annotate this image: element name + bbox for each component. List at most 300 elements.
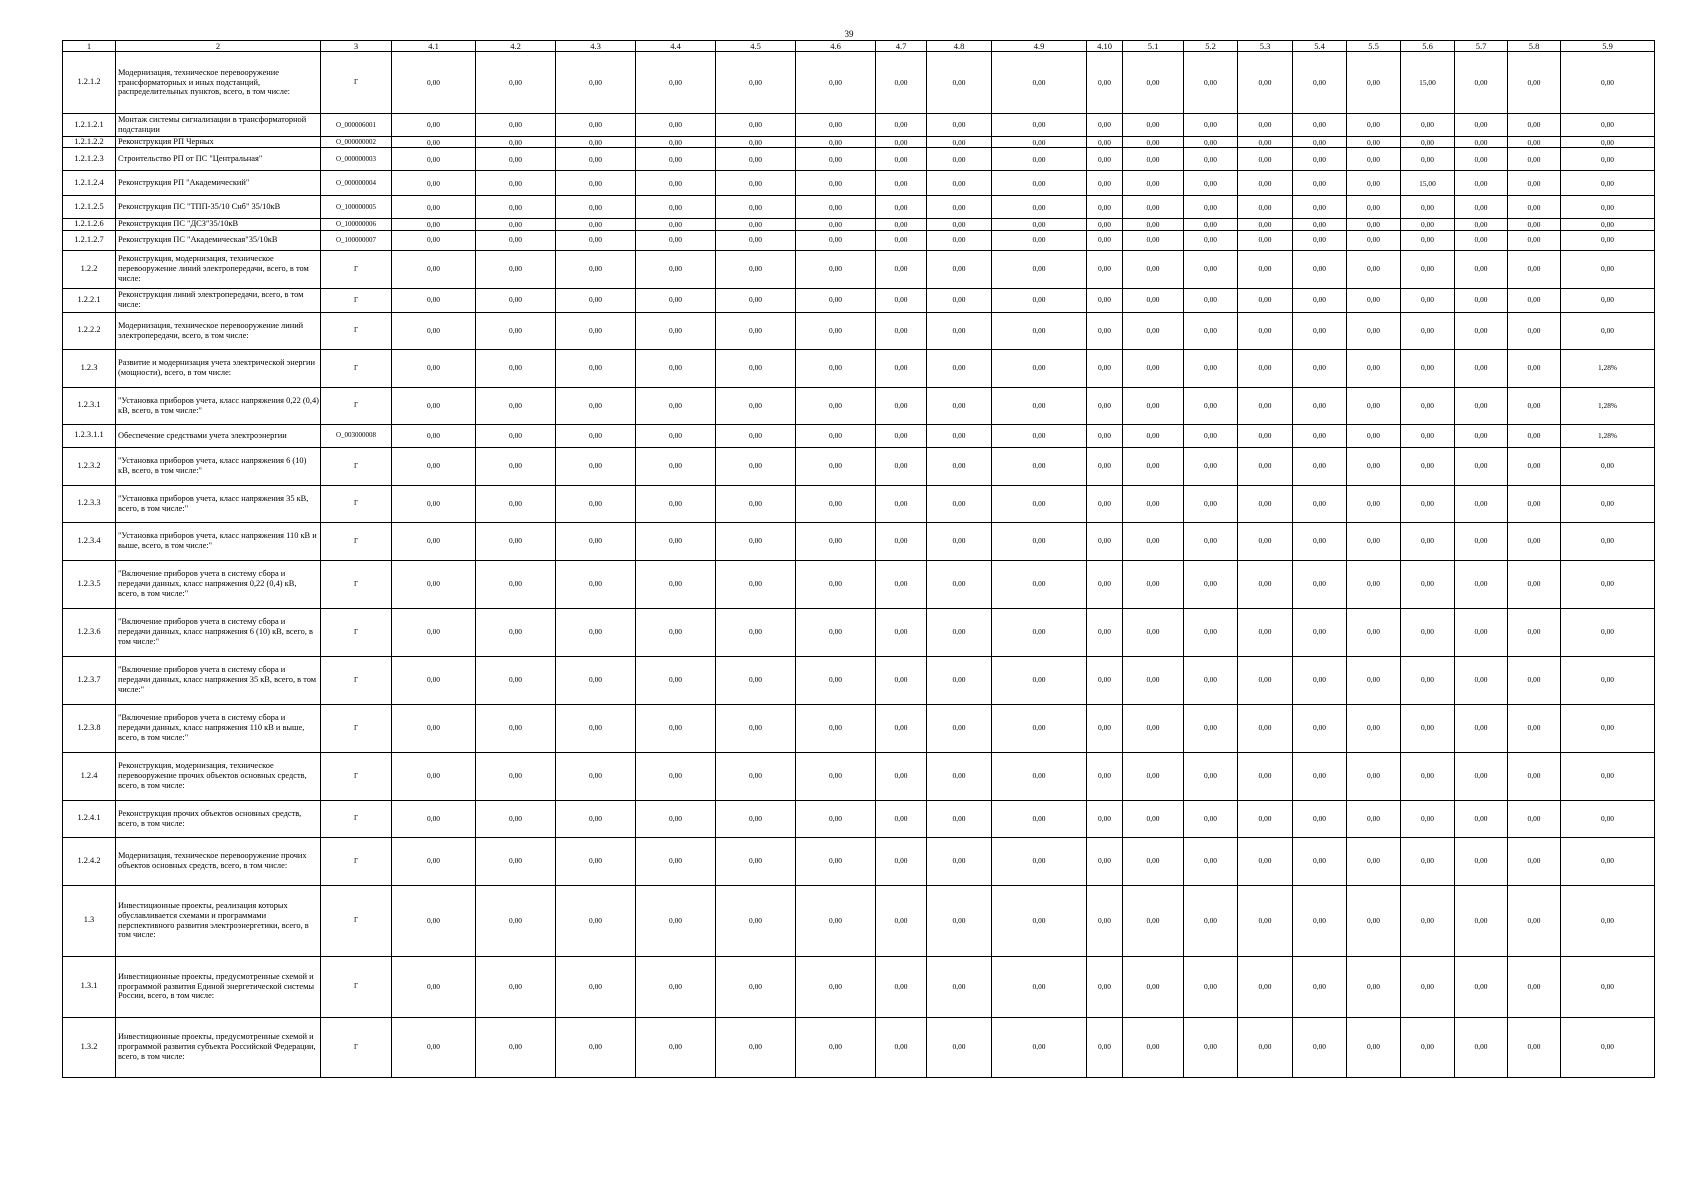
- value-cell: 0,00: [927, 885, 992, 956]
- value-cell: 0,00: [1455, 137, 1508, 148]
- value-cell: 0,00: [636, 288, 716, 312]
- value-cell: 0,00: [636, 387, 716, 424]
- value-cell: 0,00: [1184, 424, 1238, 447]
- value-cell: 0,00: [476, 219, 556, 230]
- row-number: 1.2.3: [63, 349, 116, 387]
- value-cell: 0,00: [876, 447, 927, 485]
- value-cell: 0,00: [716, 196, 796, 219]
- value-cell: 0,00: [392, 250, 476, 288]
- value-cell: 0,00: [1293, 219, 1347, 230]
- column-header: 4.9: [992, 41, 1087, 52]
- row-code: Г: [321, 52, 392, 114]
- value-cell: 0,00: [1508, 148, 1561, 171]
- value-cell: 0,00: [716, 656, 796, 704]
- value-cell: 0,00: [1401, 196, 1455, 219]
- value-cell: 0,00: [392, 800, 476, 837]
- value-cell: 0,00: [1508, 387, 1561, 424]
- value-cell: 0,00: [1238, 288, 1293, 312]
- value-cell: 0,00: [992, 288, 1087, 312]
- value-cell: 0,00: [796, 752, 876, 800]
- value-cell: 0,00: [1455, 288, 1508, 312]
- value-cell: 0,00: [636, 800, 716, 837]
- value-cell: 0,00: [1238, 424, 1293, 447]
- value-cell: 0,00: [1561, 522, 1655, 560]
- row-name: Реконструкция ПС "ТПП-35/10 Снб" 35/10кВ: [116, 196, 321, 219]
- value-cell: 0,00: [1561, 250, 1655, 288]
- row-code: Г: [321, 800, 392, 837]
- value-cell: 0,00: [992, 752, 1087, 800]
- value-cell: 0,00: [1347, 752, 1401, 800]
- value-cell: 0,00: [556, 885, 636, 956]
- value-cell: 0,00: [556, 560, 636, 608]
- value-cell: 0,00: [1455, 148, 1508, 171]
- row-code: Г: [321, 956, 392, 1017]
- value-cell: 0,00: [556, 230, 636, 250]
- value-cell: 0,00: [992, 219, 1087, 230]
- value-cell: 0,00: [1293, 522, 1347, 560]
- value-cell: 0,00: [1087, 114, 1123, 137]
- value-cell: 0,00: [1184, 219, 1238, 230]
- value-cell: 0,00: [716, 230, 796, 250]
- value-cell: 0,00: [476, 137, 556, 148]
- value-cell: 0,00: [1238, 387, 1293, 424]
- value-cell: 0,00: [1087, 1017, 1123, 1077]
- value-cell: 0,00: [1123, 148, 1184, 171]
- value-cell: 0,00: [392, 447, 476, 485]
- value-cell: 0,00: [796, 219, 876, 230]
- table-row: [63, 148, 1655, 171]
- value-cell: 0,00: [1123, 485, 1184, 522]
- value-cell: 0,00: [1123, 800, 1184, 837]
- value-cell: 0,00: [1508, 349, 1561, 387]
- value-cell: 0,00: [1087, 956, 1123, 1017]
- value-cell: 0,00: [556, 387, 636, 424]
- value-cell: 0,00: [1123, 560, 1184, 608]
- value-cell: 0,00: [556, 288, 636, 312]
- value-cell: 0,00: [1561, 608, 1655, 656]
- column-header: 3: [321, 41, 392, 52]
- row-number: 1.2.1.2.5: [63, 196, 116, 219]
- value-cell: 0,00: [636, 424, 716, 447]
- value-cell: 0,00: [1184, 250, 1238, 288]
- value-cell: 0,00: [927, 196, 992, 219]
- value-cell: 0,00: [1123, 52, 1184, 114]
- column-header: 5.6: [1401, 41, 1455, 52]
- value-cell: 0,00: [1293, 560, 1347, 608]
- row-code: O_100000007: [321, 230, 392, 250]
- value-cell: 0,00: [1347, 230, 1401, 250]
- row-code: Г: [321, 312, 392, 349]
- value-cell: 0,00: [796, 704, 876, 752]
- value-cell: 0,00: [1401, 219, 1455, 230]
- value-cell: 0,00: [716, 387, 796, 424]
- value-cell: 0,00: [1238, 885, 1293, 956]
- value-cell: 0,00: [876, 704, 927, 752]
- value-cell: 0,00: [1561, 447, 1655, 485]
- value-cell: 0,00: [796, 52, 876, 114]
- value-cell: 0,00: [876, 956, 927, 1017]
- value-cell: 0,00: [1293, 171, 1347, 196]
- value-cell: 0,00: [476, 837, 556, 885]
- row-number: 1.2.2: [63, 250, 116, 288]
- row-code: Г: [321, 250, 392, 288]
- value-cell: 0,00: [1238, 230, 1293, 250]
- value-cell: 0,00: [876, 312, 927, 349]
- value-cell: 0,00: [556, 1017, 636, 1077]
- value-cell: 0,00: [1087, 560, 1123, 608]
- value-cell: 0,00: [1087, 219, 1123, 230]
- value-cell: 0,00: [1401, 656, 1455, 704]
- value-cell: 0,00: [992, 171, 1087, 196]
- value-cell: 0,00: [992, 485, 1087, 522]
- value-cell: 0,00: [1401, 250, 1455, 288]
- value-cell: 0,00: [1293, 485, 1347, 522]
- value-cell: 0,00: [636, 349, 716, 387]
- value-cell: 0,00: [556, 312, 636, 349]
- value-cell: 0,00: [796, 956, 876, 1017]
- row-name: Монтаж системы сигнализации в трансформаторной подстанции: [116, 114, 321, 137]
- column-header: 5.3: [1238, 41, 1293, 52]
- row-name: "Включение приборов учета в систему сбора и передачи данных, класс напряжения 110 кВ и выше, всего, в том числе:": [116, 704, 321, 752]
- row-number: 1.2.4: [63, 752, 116, 800]
- value-cell: 0,00: [392, 656, 476, 704]
- value-cell: 0,00: [716, 704, 796, 752]
- row-number: 1.2.1.2.1: [63, 114, 116, 137]
- value-cell: 0,00: [636, 114, 716, 137]
- value-cell: 0,00: [1347, 196, 1401, 219]
- value-cell: 0,00: [716, 522, 796, 560]
- value-cell: 0,00: [1238, 608, 1293, 656]
- value-cell: 0,00: [1123, 1017, 1184, 1077]
- table-row: [63, 485, 1655, 522]
- value-cell: 0,00: [1455, 800, 1508, 837]
- value-cell: 0,00: [1347, 250, 1401, 288]
- value-cell: 0,00: [1184, 230, 1238, 250]
- value-cell: 0,00: [1238, 137, 1293, 148]
- value-cell: 0,00: [1238, 752, 1293, 800]
- value-cell: 0,00: [1184, 608, 1238, 656]
- value-cell: 0,00: [1293, 312, 1347, 349]
- value-cell: 0,00: [556, 704, 636, 752]
- value-cell: 0,00: [992, 349, 1087, 387]
- value-cell: 0,00: [1184, 1017, 1238, 1077]
- value-cell: 0,00: [636, 885, 716, 956]
- value-cell: 0,00: [796, 656, 876, 704]
- value-cell: 0,00: [1123, 171, 1184, 196]
- table-row: [63, 349, 1655, 387]
- value-cell: 0,00: [1087, 148, 1123, 171]
- value-cell: 0,00: [476, 656, 556, 704]
- value-cell: 0,00: [927, 148, 992, 171]
- value-cell: 0,00: [1123, 387, 1184, 424]
- row-code: O_100000006: [321, 219, 392, 230]
- value-cell: 0,00: [1087, 288, 1123, 312]
- value-cell: 0,00: [927, 608, 992, 656]
- value-cell: 0,00: [992, 447, 1087, 485]
- value-cell: 0,00: [796, 196, 876, 219]
- value-cell: 0,00: [1238, 656, 1293, 704]
- value-cell: 0,00: [392, 387, 476, 424]
- value-cell: 0,00: [1401, 704, 1455, 752]
- value-cell: 0,00: [796, 114, 876, 137]
- value-cell: 0,00: [1347, 800, 1401, 837]
- row-code: Г: [321, 522, 392, 560]
- row-number: 1.3.1: [63, 956, 116, 1017]
- value-cell: 0,00: [1455, 387, 1508, 424]
- row-name: Инвестиционные проекты, предусмотренные схемой и программой развития Единой энергетической системы России, всего, в том числе:: [116, 956, 321, 1017]
- column-header: 4.6: [796, 41, 876, 52]
- value-cell: 0,00: [1455, 196, 1508, 219]
- table-row: [63, 560, 1655, 608]
- value-cell: 0,00: [927, 447, 992, 485]
- value-cell: 0,00: [1184, 885, 1238, 956]
- value-cell: 0,00: [1184, 485, 1238, 522]
- value-cell: 0,00: [1123, 447, 1184, 485]
- value-cell: 0,00: [1561, 885, 1655, 956]
- value-cell: 0,00: [1238, 485, 1293, 522]
- table-row: [63, 230, 1655, 250]
- value-cell: 0,00: [1508, 312, 1561, 349]
- value-cell: 0,00: [1401, 837, 1455, 885]
- value-cell: 0,00: [876, 837, 927, 885]
- value-cell: 0,00: [556, 956, 636, 1017]
- value-cell: 0,00: [716, 219, 796, 230]
- value-cell: 0,00: [476, 52, 556, 114]
- value-cell: 0,00: [1238, 312, 1293, 349]
- value-cell: 0,00: [992, 230, 1087, 250]
- row-code: Г: [321, 752, 392, 800]
- value-cell: 0,00: [716, 424, 796, 447]
- value-cell: 0,00: [1401, 114, 1455, 137]
- value-cell: 0,00: [716, 114, 796, 137]
- value-cell: 0,00: [876, 485, 927, 522]
- value-cell: 0,00: [876, 608, 927, 656]
- table-row: [63, 288, 1655, 312]
- value-cell: 0,00: [992, 522, 1087, 560]
- value-cell: 0,00: [876, 1017, 927, 1077]
- value-cell: 0,00: [1293, 656, 1347, 704]
- value-cell: 0,00: [1293, 288, 1347, 312]
- value-cell: 0,00: [636, 522, 716, 560]
- value-cell: 0,00: [992, 837, 1087, 885]
- value-cell: 0,00: [1184, 387, 1238, 424]
- column-header: 5.5: [1347, 41, 1401, 52]
- value-cell: 0,00: [992, 560, 1087, 608]
- value-cell: 0,00: [1184, 196, 1238, 219]
- row-code: O_003000008: [321, 424, 392, 447]
- value-cell: 0,00: [876, 230, 927, 250]
- value-cell: 0,00: [1561, 219, 1655, 230]
- value-cell: 0,00: [1455, 752, 1508, 800]
- value-cell: 0,00: [716, 752, 796, 800]
- value-cell: 0,00: [927, 522, 992, 560]
- row-code: Г: [321, 447, 392, 485]
- value-cell: 0,00: [1238, 171, 1293, 196]
- value-cell: 0,00: [1508, 1017, 1561, 1077]
- value-cell: 0,00: [1561, 288, 1655, 312]
- table-row: [63, 447, 1655, 485]
- row-number: 1.2.1.2.2: [63, 137, 116, 148]
- value-cell: 0,00: [1123, 752, 1184, 800]
- value-cell: 0,00: [992, 196, 1087, 219]
- value-cell: 0,00: [716, 447, 796, 485]
- row-name: "Установка приборов учета, класс напряжения 6 (10) кВ, всего, в том числе:": [116, 447, 321, 485]
- value-cell: 0,00: [927, 312, 992, 349]
- column-header: 4.4: [636, 41, 716, 52]
- value-cell: 0,00: [716, 485, 796, 522]
- value-cell: 0,00: [992, 114, 1087, 137]
- value-cell: 0,00: [716, 250, 796, 288]
- value-cell: 0,00: [556, 522, 636, 560]
- value-cell: 0,00: [796, 837, 876, 885]
- value-cell: 0,00: [392, 1017, 476, 1077]
- value-cell: 0,00: [1508, 288, 1561, 312]
- value-cell: 0,00: [876, 196, 927, 219]
- value-cell: 0,00: [1455, 447, 1508, 485]
- value-cell: 0,00: [876, 522, 927, 560]
- value-cell: 15,00: [1401, 171, 1455, 196]
- row-number: 1.2.3.5: [63, 560, 116, 608]
- value-cell: 0,00: [636, 312, 716, 349]
- value-cell: 0,00: [876, 885, 927, 956]
- value-cell: 0,00: [796, 312, 876, 349]
- value-cell: 0,00: [992, 656, 1087, 704]
- table-row: [63, 196, 1655, 219]
- value-cell: 0,00: [992, 387, 1087, 424]
- value-cell: 0,00: [392, 148, 476, 171]
- value-cell: 0,00: [1293, 704, 1347, 752]
- value-cell: 0,00: [392, 137, 476, 148]
- row-number: 1.2.1.2.6: [63, 219, 116, 230]
- value-cell: 0,00: [927, 137, 992, 148]
- row-name: Реконструкция, модернизация, техническое перевооружение линий электропередачи, всего, в том числе:: [116, 250, 321, 288]
- value-cell: 0,00: [796, 522, 876, 560]
- value-cell: 0,00: [1238, 704, 1293, 752]
- value-cell: 0,00: [636, 752, 716, 800]
- value-cell: 0,00: [1184, 171, 1238, 196]
- value-cell: 0,00: [1087, 250, 1123, 288]
- row-name: Реконструкция ПС "ДСЗ"35/10кВ: [116, 219, 321, 230]
- value-cell: 0,00: [1184, 656, 1238, 704]
- value-cell: 0,00: [1508, 230, 1561, 250]
- table-row: [63, 752, 1655, 800]
- value-cell: 0,00: [1184, 704, 1238, 752]
- row-name: "Включение приборов учета в систему сбора и передачи данных, класс напряжения 35 кВ, всего, в том числе:": [116, 656, 321, 704]
- page-number: 39: [844, 29, 854, 39]
- value-cell: 0,00: [392, 52, 476, 114]
- value-cell: 0,00: [636, 230, 716, 250]
- value-cell: 0,00: [1508, 704, 1561, 752]
- table-row: [63, 312, 1655, 349]
- value-cell: 0,00: [1561, 171, 1655, 196]
- value-cell: 0,00: [1347, 137, 1401, 148]
- value-cell: 0,00: [556, 485, 636, 522]
- value-cell: 0,00: [1508, 522, 1561, 560]
- row-number: 1.2.1.2.7: [63, 230, 116, 250]
- row-number: 1.3: [63, 885, 116, 956]
- table-row: [63, 424, 1655, 447]
- value-cell: 0,00: [1238, 1017, 1293, 1077]
- row-name: Модернизация, техническое перевооружение трансформаторных и иных подстанций, распределительных пунктов, всего, в том числе:: [116, 52, 321, 114]
- value-cell: 0,00: [1293, 349, 1347, 387]
- value-cell: 0,00: [992, 137, 1087, 148]
- value-cell: 0,00: [876, 560, 927, 608]
- value-cell: 0,00: [1508, 424, 1561, 447]
- value-cell: 0,00: [716, 312, 796, 349]
- value-cell: 0,00: [1184, 52, 1238, 114]
- value-cell: 0,00: [476, 447, 556, 485]
- value-cell: 0,00: [927, 52, 992, 114]
- value-cell: 0,00: [796, 349, 876, 387]
- value-cell: 0,00: [1508, 196, 1561, 219]
- value-cell: 0,00: [1455, 608, 1508, 656]
- row-name: Реконструкция РП "Академический": [116, 171, 321, 196]
- value-cell: 0,00: [476, 424, 556, 447]
- value-cell: 0,00: [1123, 885, 1184, 956]
- row-code: Г: [321, 837, 392, 885]
- value-cell: 0,00: [716, 349, 796, 387]
- value-cell: 0,00: [476, 288, 556, 312]
- column-header: 5.1: [1123, 41, 1184, 52]
- row-name: Инвестиционные проекты, предусмотренные схемой и программой развития субъекта Российской Федерации, всего, в том числе:: [116, 1017, 321, 1077]
- value-cell: 0,00: [927, 230, 992, 250]
- row-name: Реконструкция линий электропередачи, всего, в том числе:: [116, 288, 321, 312]
- value-cell: 0,00: [1401, 349, 1455, 387]
- value-cell: 0,00: [392, 349, 476, 387]
- value-cell: 0,00: [556, 171, 636, 196]
- value-cell: 0,00: [927, 837, 992, 885]
- value-cell: 0,00: [392, 956, 476, 1017]
- value-cell: 0,00: [1347, 349, 1401, 387]
- column-header: 4.3: [556, 41, 636, 52]
- value-cell: 0,00: [1401, 230, 1455, 250]
- row-code: O_000006001: [321, 114, 392, 137]
- column-header: 5.8: [1508, 41, 1561, 52]
- value-cell: 0,00: [1455, 424, 1508, 447]
- value-cell: 0,00: [992, 250, 1087, 288]
- row-code: Г: [321, 1017, 392, 1077]
- value-cell: 0,00: [927, 387, 992, 424]
- value-cell: 0,00: [1347, 608, 1401, 656]
- value-cell: 0,00: [1561, 485, 1655, 522]
- value-cell: 0,00: [1561, 148, 1655, 171]
- value-cell: 0,00: [796, 137, 876, 148]
- value-cell: 0,00: [1561, 52, 1655, 114]
- column-header: 2: [116, 41, 321, 52]
- value-cell: 0,00: [476, 485, 556, 522]
- value-cell: 0,00: [1347, 447, 1401, 485]
- value-cell: 0,00: [1508, 114, 1561, 137]
- value-cell: 0,00: [1184, 137, 1238, 148]
- value-cell: 0,00: [796, 1017, 876, 1077]
- value-cell: 0,00: [476, 114, 556, 137]
- value-cell: 0,00: [1401, 424, 1455, 447]
- value-cell: 0,00: [1293, 114, 1347, 137]
- value-cell: 0,00: [476, 312, 556, 349]
- value-cell: 0,00: [1508, 137, 1561, 148]
- row-name: Обеспечение средствами учета электроэнергии: [116, 424, 321, 447]
- value-cell: 0,00: [1293, 752, 1347, 800]
- row-code: O_100000005: [321, 196, 392, 219]
- value-cell: 0,00: [636, 52, 716, 114]
- value-cell: 0,00: [1293, 800, 1347, 837]
- value-cell: 0,00: [1508, 800, 1561, 837]
- table-row: [63, 704, 1655, 752]
- value-cell: 0,00: [636, 196, 716, 219]
- value-cell: 0,00: [1184, 752, 1238, 800]
- value-cell: 0,00: [1087, 312, 1123, 349]
- value-cell: 0,00: [1087, 608, 1123, 656]
